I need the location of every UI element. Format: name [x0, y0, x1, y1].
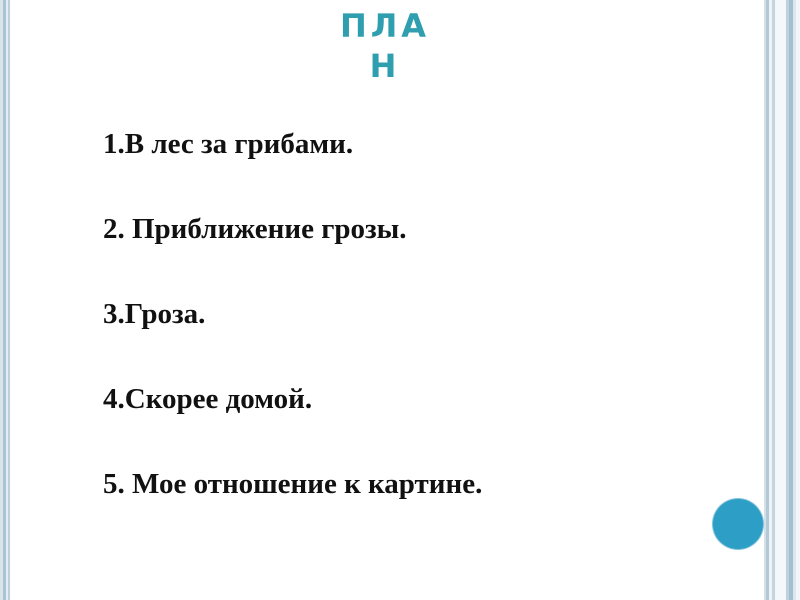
plan-item-1: 1.В лес за грибами. — [103, 128, 354, 160]
plan-item-2: 2. Приближение грозы. — [103, 213, 407, 245]
plan-item-3: 3.Гроза. — [103, 298, 206, 330]
plan-item-4: 4.Скорее домой. — [103, 383, 313, 415]
right-border-decoration — [762, 0, 800, 600]
plan-item-5: 5. Мое отношение к картине. — [103, 468, 483, 500]
plan-list — [103, 124, 482, 549]
decorative-circle — [713, 499, 763, 549]
slide-title: ПЛАН — [339, 7, 431, 85]
left-border-decoration — [0, 0, 12, 600]
